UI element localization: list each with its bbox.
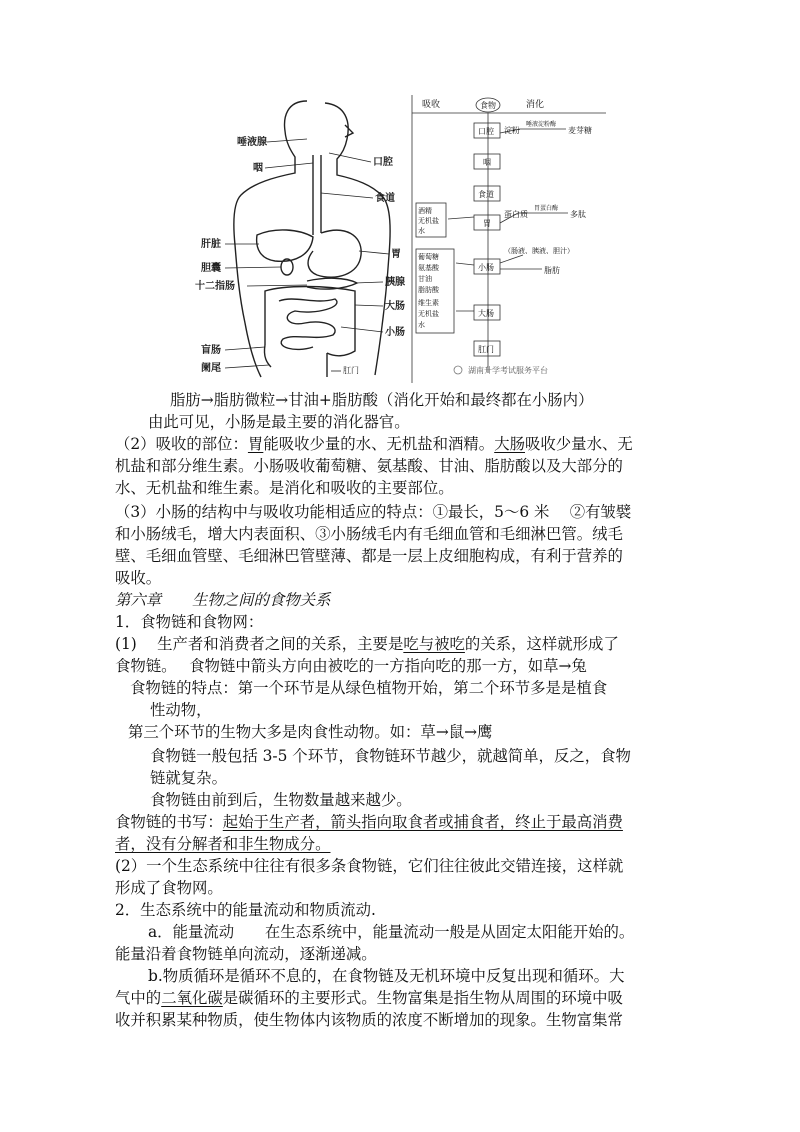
food-chain-writing-1: 食物链的书写：起始于生产者，箭头指向取食者或捕食者，终止于最高消费 (115, 813, 623, 831)
label-esophagus: 食道 (375, 193, 395, 204)
label-liver: 肝脏 (201, 239, 221, 250)
absorb-large-3: 水 (418, 321, 425, 329)
label-small-intestine: 小肠 (385, 327, 405, 338)
structure-line-3: 壁、毛细血管壁、毛细淋巴管壁薄、都是一层上皮细胞构成，有利于营养的 (115, 547, 623, 565)
food-chain-line-2: 食物链。 食物链中箭头方向由被吃的一方指向吃的那一方，如草→兔 (115, 657, 587, 675)
label-appendix: 阑尾 (201, 363, 221, 374)
matter-cycle-line-1: b.物质循环是循环不息的，在食物链及无机环境中反复出现和循环。大 (148, 967, 625, 985)
digestive-system-figure (195, 95, 420, 385)
food-chain-length-2: 链就复杂。 (150, 769, 227, 787)
header-digest: 消化 (526, 100, 545, 110)
node-esophagus: 食道 (478, 190, 494, 199)
label-salivary-gland: 唾液腺 (237, 137, 267, 148)
label-anus: 肛门 (343, 366, 359, 375)
label-duodenum: 十二指肠 (195, 281, 235, 292)
side-fat: 脂肪 (544, 266, 560, 275)
absorb-small-4: 脂肪酸 (418, 286, 439, 294)
food-chain-feature-1: 食物链的特点：第一个环节是从绿色植物开始，第二个环节多是是植食 (130, 679, 608, 697)
section-1-heading: 1．食物链和食物网： (115, 613, 264, 631)
label-oral-cavity: 口腔 (373, 157, 393, 168)
watermark-icon (454, 366, 462, 374)
node-pharynx: 咽 (483, 158, 491, 167)
food-chain-writing-2: 者，没有分解者和非生物成分。 (115, 835, 331, 853)
watermark-text: 湖南升学考试服务平台 (468, 366, 548, 375)
absorption-sites-line: （2）吸收的部位：胃能吸收少量的水、无机盐和酒精。大肠吸收少量水、无 (115, 435, 633, 453)
side-starch: 淀粉 (504, 126, 520, 135)
side-juices: （肠液、胰液、胆汁） (504, 247, 574, 255)
label-cecum: 盲肠 (201, 345, 221, 356)
structure-line-1: （3）小肠的结构中与吸收功能相适应的特点：①最长，5～6 米 ②有皱襞 (115, 503, 632, 521)
fat-digestion-line: 脂肪→脂肪微粒→甘油+脂肪酸（消化开始和最终都在小肠内） (170, 391, 594, 409)
side-maltose: 麦芽糖 (568, 126, 592, 135)
absorption-line-3: 水、无机盐和维生素。是消化和吸收的主要部位。 (115, 479, 454, 497)
chapter-title: 第六章 生物之间的食物关系 (115, 591, 331, 609)
absorb-small-3: 甘油 (418, 275, 432, 283)
structure-line-4: 吸收。 (115, 569, 162, 587)
document-body (115, 390, 690, 990)
energy-flow-line-1: a．能量流动 在生态系统中，能量流动一般是从固定太阳能开始的。 (148, 923, 635, 941)
node-mouth: 口腔 (478, 127, 494, 136)
food-chain-quantity: 食物链由前到后，生物数量越来越少。 (150, 791, 412, 809)
digestion-flowchart (408, 93, 608, 385)
matter-cycle-line-3: 收并积累某种物质，使生物体内该物质的浓度不断增加的现象。生物富集常 (115, 1011, 623, 1029)
side-pepsin: 胃蛋白酶 (534, 205, 559, 212)
document-body-end (115, 988, 690, 1038)
food-web-line-1: (2）一个生态系统中往往有很多条食物链，它们往往彼此交错连接，这样就 (115, 857, 624, 875)
label-gallbladder: 胆囊 (201, 263, 221, 274)
label-pancreas: 胰腺 (385, 277, 405, 288)
side-saliva-amylase: 唾液淀粉酶 (526, 121, 557, 128)
label-pharynx: 咽 (253, 163, 263, 174)
node-food: 食物 (480, 101, 496, 110)
structure-line-2: 和小肠绒毛，增大内表面积、③小肠绒毛内有毛细血管和毛细淋巴管。绒毛 (115, 525, 623, 543)
header-absorb: 吸收 (422, 100, 441, 110)
side-protein: 蛋白质 (504, 210, 528, 219)
food-web-line-2: 形成了食物网。 (115, 879, 223, 897)
absorb-small-1: 葡萄糖 (418, 253, 439, 261)
absorb-stomach-1: 酒精 (418, 207, 432, 215)
node-anus: 肛门 (478, 345, 494, 354)
absorb-large-1: 维生素 (418, 299, 439, 307)
absorb-stomach-3: 水 (418, 227, 425, 235)
node-stomach: 胃 (483, 219, 491, 228)
absorb-stomach-2: 无机盐 (418, 217, 439, 225)
node-small-intestine: 小肠 (478, 263, 494, 272)
energy-flow-line-2: 能量沿着食物链单向流动，逐渐递减。 (115, 945, 377, 963)
label-large-intestine: 大肠 (385, 301, 405, 312)
food-chain-feature-2: 性动物， (150, 701, 212, 719)
section-2-heading: 2．生态系统中的能量流动和物质流动. (115, 901, 376, 919)
food-chain-length-1: 食物链一般包括 3-5 个环节，食物链环节越少，就越简单，反之，食物 (150, 747, 631, 765)
node-large-intestine: 大肠 (478, 309, 494, 318)
matter-cycle-line-2: 气中的二氧化碳是碳循环的主要形式。生物富集是指生物从周围的环境中吸 (115, 989, 623, 1007)
absorb-large-2: 无机盐 (418, 310, 439, 318)
food-chain-line-1: (1) 生产者和消费者之间的关系，主要是吃与被吃的关系，这样就形成了 (115, 635, 619, 653)
absorb-small-2: 氨基酸 (418, 264, 439, 272)
label-stomach: 胃 (391, 249, 401, 260)
food-chain-feature-3: 第三个环节的生物大多是肉食性动物。如：草→鼠→鹰 (128, 723, 493, 741)
side-peptide: 多肽 (570, 210, 586, 219)
conclusion-line: 由此可见，小肠是最主要的消化器官。 (148, 413, 410, 431)
absorption-line-2: 机盐和部分维生素。小肠吸收葡萄糖、氨基酸、甘油、脂肪酸以及大部分的 (115, 457, 623, 475)
